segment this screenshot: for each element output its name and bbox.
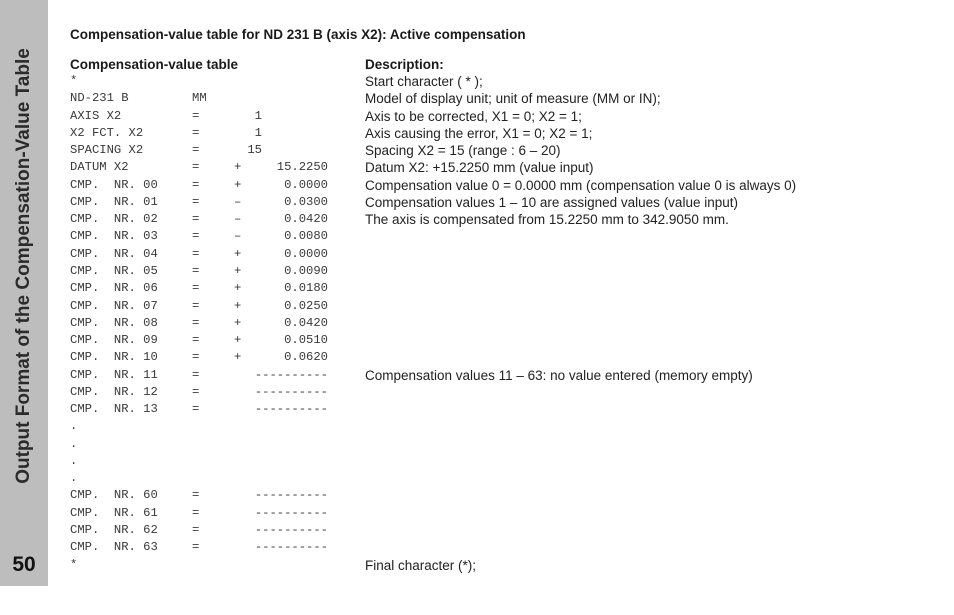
row-value: 15.2250 <box>276 160 328 174</box>
row-value: 1 <box>254 109 262 123</box>
table-row <box>70 90 328 107</box>
row-value: 0.0250 <box>284 299 328 313</box>
row-key: X2 FCT. X2 <box>70 126 144 140</box>
row-value: 0.0000 <box>284 178 328 192</box>
row-key: CMP. NR. 62 <box>70 523 158 537</box>
row-operator: = <box>192 229 200 243</box>
row-sign: + <box>234 247 242 261</box>
row-value: ---------- <box>254 488 328 502</box>
table-row <box>70 228 328 245</box>
row-description: Axis to be corrected, X1 = 0; X2 = 1; <box>365 109 582 124</box>
row-value: 0.0420 <box>284 212 328 226</box>
row-value: ---------- <box>254 540 328 554</box>
row-description: Datum X2: +15.2250 mm (value input) <box>365 160 594 175</box>
table-row <box>70 211 328 228</box>
table-row <box>70 367 328 384</box>
row-operator: = <box>192 540 200 554</box>
table-row <box>70 349 328 366</box>
row-key: CMP. NR. 63 <box>70 540 158 554</box>
row-key: CMP. NR. 11 <box>70 368 158 382</box>
row-operator: = <box>192 281 200 295</box>
row-value: 0.0620 <box>284 350 328 364</box>
row-operator: = <box>192 488 200 502</box>
row-key: CMP. NR. 12 <box>70 385 158 399</box>
row-key: CMP. NR. 00 <box>70 178 158 192</box>
row-key: ND-231 B <box>70 91 129 105</box>
row-key: * <box>70 558 78 572</box>
row-description: Start character ( * ); <box>365 74 483 89</box>
section-title: Output Format of the Compensation-Value Table <box>13 48 34 484</box>
row-key: CMP. NR. 04 <box>70 247 158 261</box>
row-value: ---------- <box>254 402 328 416</box>
row-value: 1 <box>254 126 262 140</box>
row-value: 0.0090 <box>284 264 328 278</box>
row-operator: = <box>192 506 200 520</box>
row-key: * <box>70 74 78 88</box>
row-sign: – <box>234 229 242 243</box>
row-key: . <box>70 454 78 468</box>
table-row <box>70 108 328 125</box>
row-description: The axis is compensated from 15.2250 mm to 342.9050 mm. <box>365 212 729 227</box>
row-operator: = <box>192 523 200 537</box>
table-row <box>70 332 328 349</box>
row-operator: MM <box>192 91 207 105</box>
row-value: ---------- <box>254 523 328 537</box>
row-key: CMP. NR. 09 <box>70 333 158 347</box>
table-row <box>70 298 328 315</box>
row-description: Spacing X2 = 15 (range : 6 – 20) <box>365 143 561 158</box>
row-sign: + <box>234 178 242 192</box>
row-operator: = <box>192 126 200 140</box>
table-row <box>70 522 328 539</box>
row-key: CMP. NR. 07 <box>70 299 158 313</box>
row-sign: + <box>234 333 242 347</box>
row-operator: = <box>192 143 200 157</box>
row-sign: + <box>234 264 242 278</box>
row-description: Axis causing the error, X1 = 0; X2 = 1; <box>365 126 593 141</box>
page-heading: Compensation-value table for ND 231 B (axis X2): Active compensation <box>70 27 526 42</box>
row-key: SPACING X2 <box>70 143 144 157</box>
row-operator: = <box>192 264 200 278</box>
row-key: CMP. NR. 06 <box>70 281 158 295</box>
row-description: Compensation values 11 – 63: no value entered (memory empty) <box>365 368 753 383</box>
row-value: ---------- <box>254 506 328 520</box>
description-column-header: Description: <box>365 57 444 72</box>
table-row <box>70 539 328 556</box>
row-sign: + <box>234 299 242 313</box>
row-sign: + <box>234 316 242 330</box>
table-row <box>70 487 328 504</box>
row-key: CMP. NR. 10 <box>70 350 158 364</box>
table-row <box>70 418 328 435</box>
row-value: 0.0080 <box>284 229 328 243</box>
table-row <box>70 453 328 470</box>
row-operator: = <box>192 316 200 330</box>
row-value: 0.0180 <box>284 281 328 295</box>
table-row <box>70 470 328 487</box>
table-row <box>70 401 328 418</box>
row-value: ---------- <box>254 385 328 399</box>
row-sign: + <box>234 160 242 174</box>
table-row <box>70 246 328 263</box>
row-sign: – <box>234 195 242 209</box>
table-row <box>70 194 328 211</box>
table-row <box>70 505 328 522</box>
row-operator: = <box>192 195 200 209</box>
row-value: 0.0000 <box>284 247 328 261</box>
table-row <box>70 557 328 574</box>
row-operator: = <box>192 350 200 364</box>
row-operator: = <box>192 178 200 192</box>
row-key: . <box>70 471 78 485</box>
row-operator: = <box>192 160 200 174</box>
row-key: DATUM X2 <box>70 160 129 174</box>
row-operator: = <box>192 109 200 123</box>
row-key: . <box>70 419 78 433</box>
row-key: CMP. NR. 05 <box>70 264 158 278</box>
row-description: Compensation value 0 = 0.0000 mm (compensation value 0 is always 0) <box>365 178 797 193</box>
row-sign: + <box>234 281 242 295</box>
row-value: 0.0300 <box>284 195 328 209</box>
row-key: CMP. NR. 60 <box>70 488 158 502</box>
row-value: 0.0420 <box>284 316 328 330</box>
row-key: CMP. NR. 01 <box>70 195 158 209</box>
sidebar-tab <box>0 0 48 586</box>
row-description: Final character (*); <box>365 558 477 573</box>
row-key: CMP. NR. 08 <box>70 316 158 330</box>
row-operator: = <box>192 299 200 313</box>
row-operator: = <box>192 385 200 399</box>
row-description: Compensation values 1 – 10 are assigned values (value input) <box>365 195 738 210</box>
row-sign: + <box>234 350 242 364</box>
row-value: 15 <box>247 143 262 157</box>
row-key: CMP. NR. 03 <box>70 229 158 243</box>
row-key: CMP. NR. 61 <box>70 506 158 520</box>
row-key: . <box>70 437 78 451</box>
table-row <box>70 263 328 280</box>
table-row <box>70 315 328 332</box>
table-row <box>70 280 328 297</box>
table-row <box>70 159 328 176</box>
row-value: ---------- <box>254 368 328 382</box>
table-row <box>70 125 328 142</box>
row-key: CMP. NR. 02 <box>70 212 158 226</box>
row-operator: = <box>192 212 200 226</box>
row-description: Model of display unit; unit of measure (MM or IN); <box>365 91 661 106</box>
row-operator: = <box>192 247 200 261</box>
table-row <box>70 384 328 401</box>
table-column-header: Compensation-value table <box>70 57 239 72</box>
row-operator: = <box>192 333 200 347</box>
table-row <box>70 436 328 453</box>
row-key: CMP. NR. 13 <box>70 402 158 416</box>
table-row <box>70 142 328 159</box>
row-operator: = <box>192 368 200 382</box>
page-number: 50 <box>12 553 36 576</box>
row-sign: – <box>234 212 242 226</box>
row-value: 0.0510 <box>284 333 328 347</box>
row-operator: = <box>192 402 200 416</box>
table-row <box>70 73 328 90</box>
row-key: AXIS X2 <box>70 109 122 123</box>
table-row <box>70 177 328 194</box>
